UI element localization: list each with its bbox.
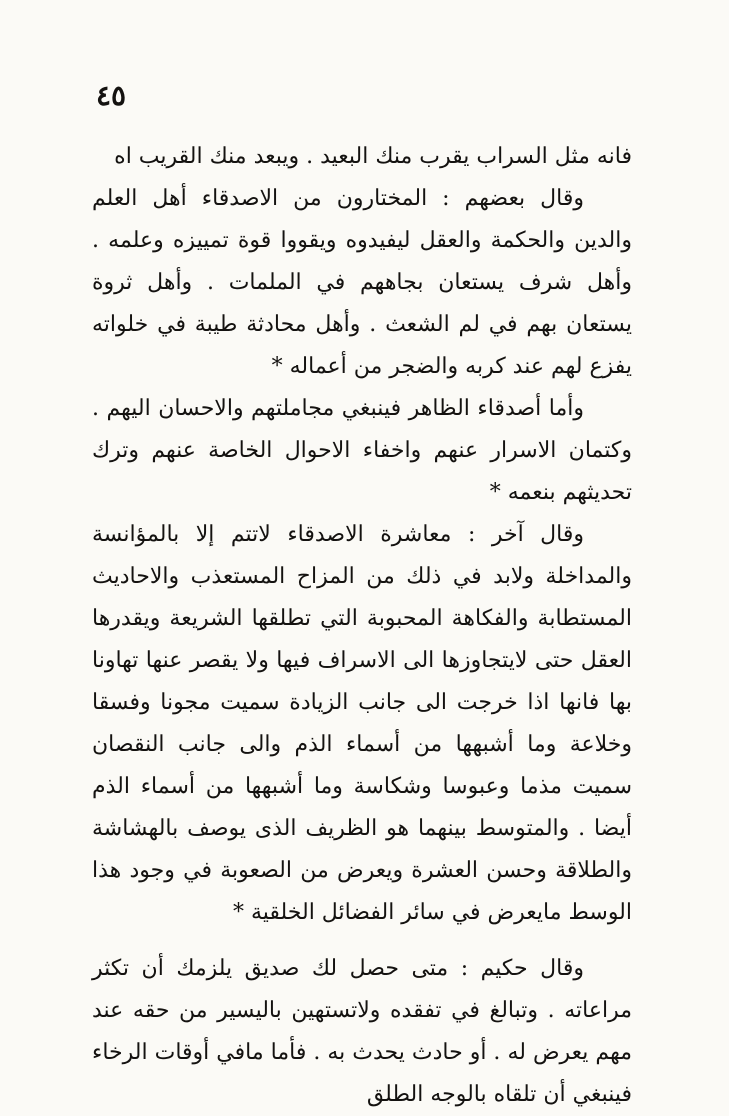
page-number: ٤٥ — [96, 79, 127, 112]
paragraph: وقال حكيم : متى حصل لك صديق يلزمك أن تكثر مراعاته . وتبالغ في تفقده ولاتستهين باليسير من حقه عند مهم يعرض له . أو حادث يحدث به . فأما مافي أوقات الرخاء فينبغي أن تلقاه بالوجه الطلق — [92, 956, 632, 1107]
paragraph: وأما أصدقاء الظاهر فينبغي مجاملتهم والاحسان اليهم . وكتمان الاسرار عنهم واخفاء الاحوال الخاصة عنهم وترك تحديثهم بنعمه * — [92, 396, 632, 505]
paragraph: وقال بعضهم : المختارون من الاصدقاء أهل العلم والدين والحكمة والعقل ليفيدوه ويقووا قوة تمييزه وعلمه . وأهل شرف يستعان بجاههم في الملمات . وأهل ثروة يستعان بهم في لم الشعث . وأهل محادثة طيبة في خلواته يفزع لهم عند كربه والضجر من أعماله * — [92, 186, 632, 379]
paragraph: فانه مثل السراب يقرب منك البعيد . ويبعد منك القريب اه — [114, 144, 632, 169]
body-text — [92, 136, 632, 1116]
paragraph: وقال آخر : معاشرة الاصدقاء لاتتم إلا بالمؤانسة والمداخلة ولابد في ذلك من المزاح المستعذب والاحاديث المستطابة والفكاهة المحبوبة التي تطلقها الشريعة ويقدرها العقل حتى لايتجاوزها الى الاسراف فيها ولا يقصر عنها تهاونا بها فانها اذا خرجت الى جانب الزيادة سميت مجونا وفسقا وخلاعة وما أشبهها من أسماء الذم والى جانب النقصان سميت مذما وعبوسا وشكاسة وما أشبهها من أسماء الذم أيضا . والمتوسط بينهما هو الظريف الذى يوصف بالهشاشة والطلاقة وحسن العشرة ويعرض من الصعوبة في وجود هذا الوسط مايعرض في سائر الفضائل الخلقية * — [92, 522, 632, 925]
